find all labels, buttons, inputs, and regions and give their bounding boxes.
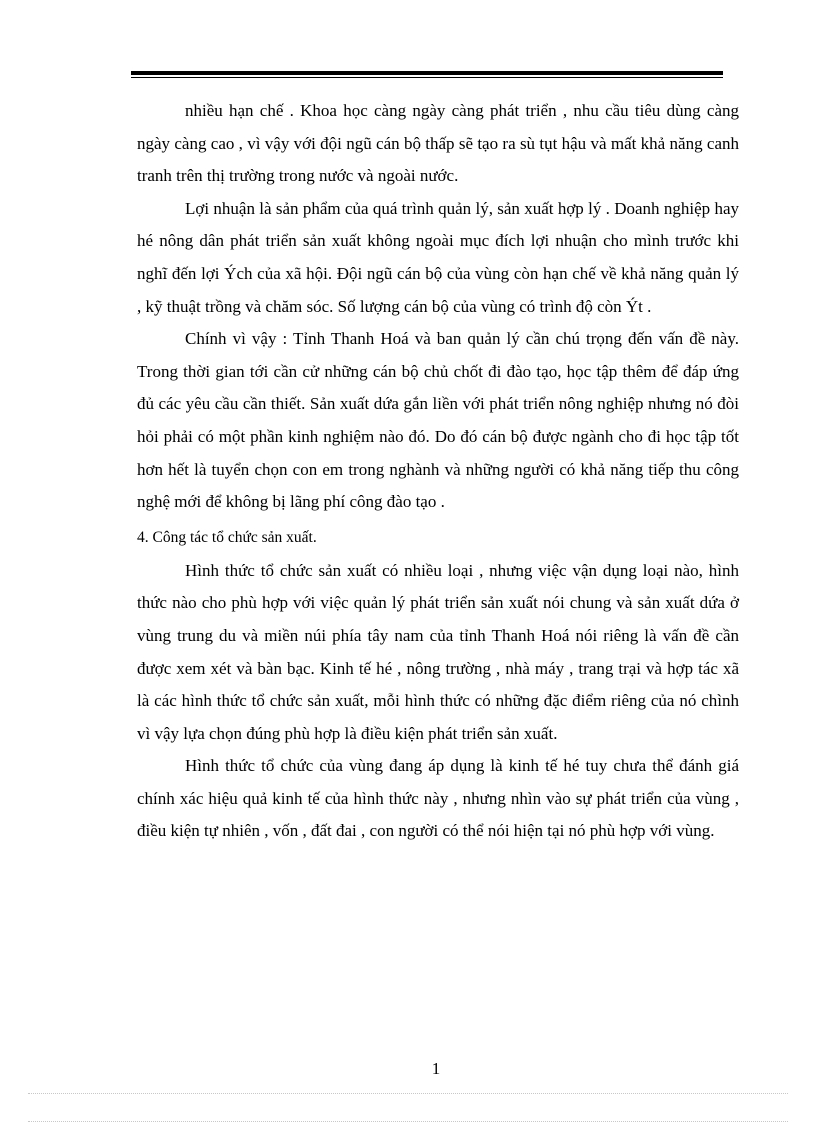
section-heading: 4. Công tác tổ chức sản xuất. bbox=[137, 528, 317, 546]
body-text bbox=[137, 95, 739, 848]
footer-dotted-rule-bottom bbox=[28, 1121, 788, 1122]
paragraph-profit: Lợi nhuận là sản phẩm của quá trình quản lý, sản xuất hợp lý . Doanh nghiệp hay hé nông dân phát triển sản xuất không ngoài mục đích lợi nhuận cho mình trước khi nghĩ đến lợi Ých của xã hội. Đội ngũ cán bộ của vùng còn hạn chế về khả năng quản lý , kỹ thuật trồng và chăm sóc. Số lượng cán bộ của vùng có trình độ còn Ýt . bbox=[137, 198, 739, 316]
footer-dotted-rule bbox=[28, 1093, 788, 1094]
header-double-rule bbox=[131, 71, 723, 79]
paragraph-continued: nhiều hạn chế . Khoa học càng ngày càng phát triển , nhu cầu tiêu dùng càng ngày càng cao , vì vậy với đội ngũ cán bộ thấp sẽ tạo ra sù tụt hậu và mất khả năng canh tranh trên thị trường trong nước và ngoài nước. bbox=[137, 101, 739, 186]
header-rule-thick bbox=[131, 71, 723, 75]
page-number: 1 bbox=[431, 1059, 441, 1078]
paragraph-training: Chính vì vậy : Tỉnh Thanh Hoá và ban quản lý cần chú trọng đến vấn đề này. Trong thời gian tới cần cử những cán bộ chủ chốt đi đào tạo, học tập thêm để đáp ứng đủ các yêu cầu cần thiết. Sản xuất dứa gắn liền với phát triển nông nghiệp nhưng nó đòi hỏi phải có một phần kinh nghiệm nào đó. Do đó cán bộ được ngành cho đi học tập tốt hơn hết là tuyển chọn con em trong nghành và những người có khả năng tiếp thu công nghệ mới để không bị lãng phí công đào tạo . bbox=[137, 329, 739, 512]
header-rule-thin bbox=[131, 77, 723, 78]
paragraph-household-economy: Hình thức tổ chức của vùng đang áp dụng là kinh tế hé tuy chưa thể đánh giá chính xác hiệu quả kinh tế của hình thức này , nhưng nhìn vào sự phát triển của vùng , điều kiện tự nhiên , vốn , đất đai , con người có thể nói hiện tại nó phù hợp với vùng. bbox=[137, 756, 739, 841]
paragraph-organization-forms: Hình thức tổ chức sản xuất có nhiều loại , nhưng việc vận dụng loại nào, hình thức nào cho phù hợp với việc quản lý phát triển sản xuất nói chung và sản xuất dứa ở vùng trung du và miền núi phía tây nam của tỉnh Thanh Hoá nói riêng là vấn đề cần được xem xét và bàn bạc. Kinh tế hé , nông trường , nhà máy , trang trại và hợp tác xã là các hình thức tổ chức sản xuất, mỗi hình thức có những đặc điểm riêng của nó chình vì vậy lựa chọn đúng phù hợp là điều kiện phát triển sản xuất. bbox=[137, 560, 739, 743]
